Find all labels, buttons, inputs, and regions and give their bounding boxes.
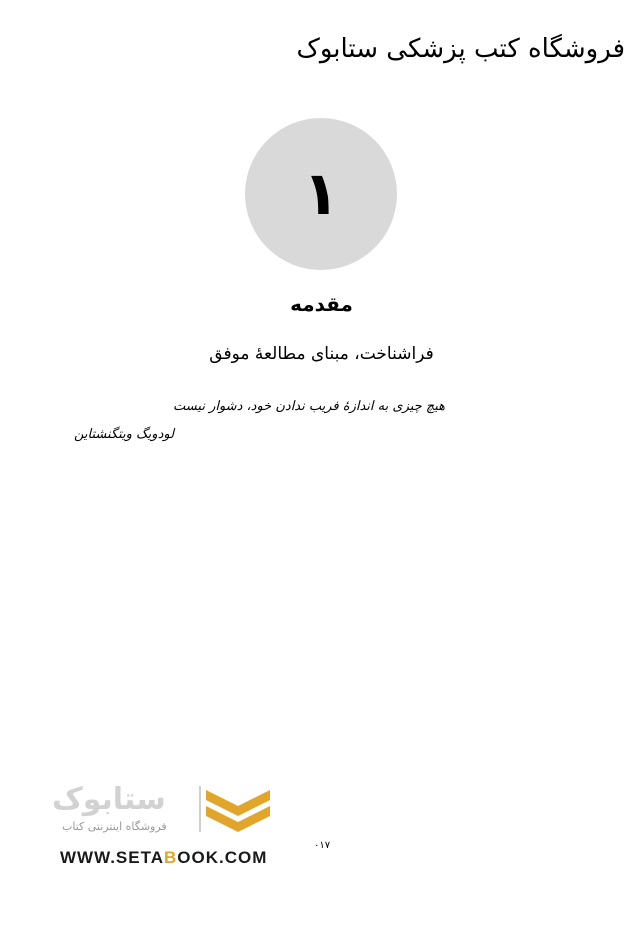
chapter-subtitle: فراشناخت، مبنای مطالعهٔ موفق: [209, 344, 434, 364]
logo-divider: [199, 786, 201, 832]
epigraph-author: لودویگ ویتگنشتاین: [74, 427, 175, 442]
page-number: ۰۱۷: [314, 840, 331, 851]
chapter-number: ۱: [302, 159, 340, 229]
logo-brand-text: ستابوک: [52, 782, 166, 817]
logo-url-suffix: OOK.COM: [177, 848, 268, 867]
epigraph-quote: هیچ چیزی به اندازهٔ فریب ندادن خود، دشوار نیست: [173, 399, 445, 414]
logo-tagline: فروشگاه اینترنتی کتاب: [62, 820, 167, 833]
logo-url-prefix: WWW.SETA: [60, 848, 164, 867]
chapter-title: مقدمه: [290, 292, 353, 316]
setabook-logo: [52, 782, 282, 872]
logo-url-accent: B: [164, 848, 178, 867]
logo-url: [60, 848, 267, 868]
chevron-logo-icon: [206, 786, 270, 834]
chapter-number-circle: [245, 118, 397, 270]
page-header-title: فروشگاه کتب پزشکی ستابوک: [296, 34, 625, 64]
